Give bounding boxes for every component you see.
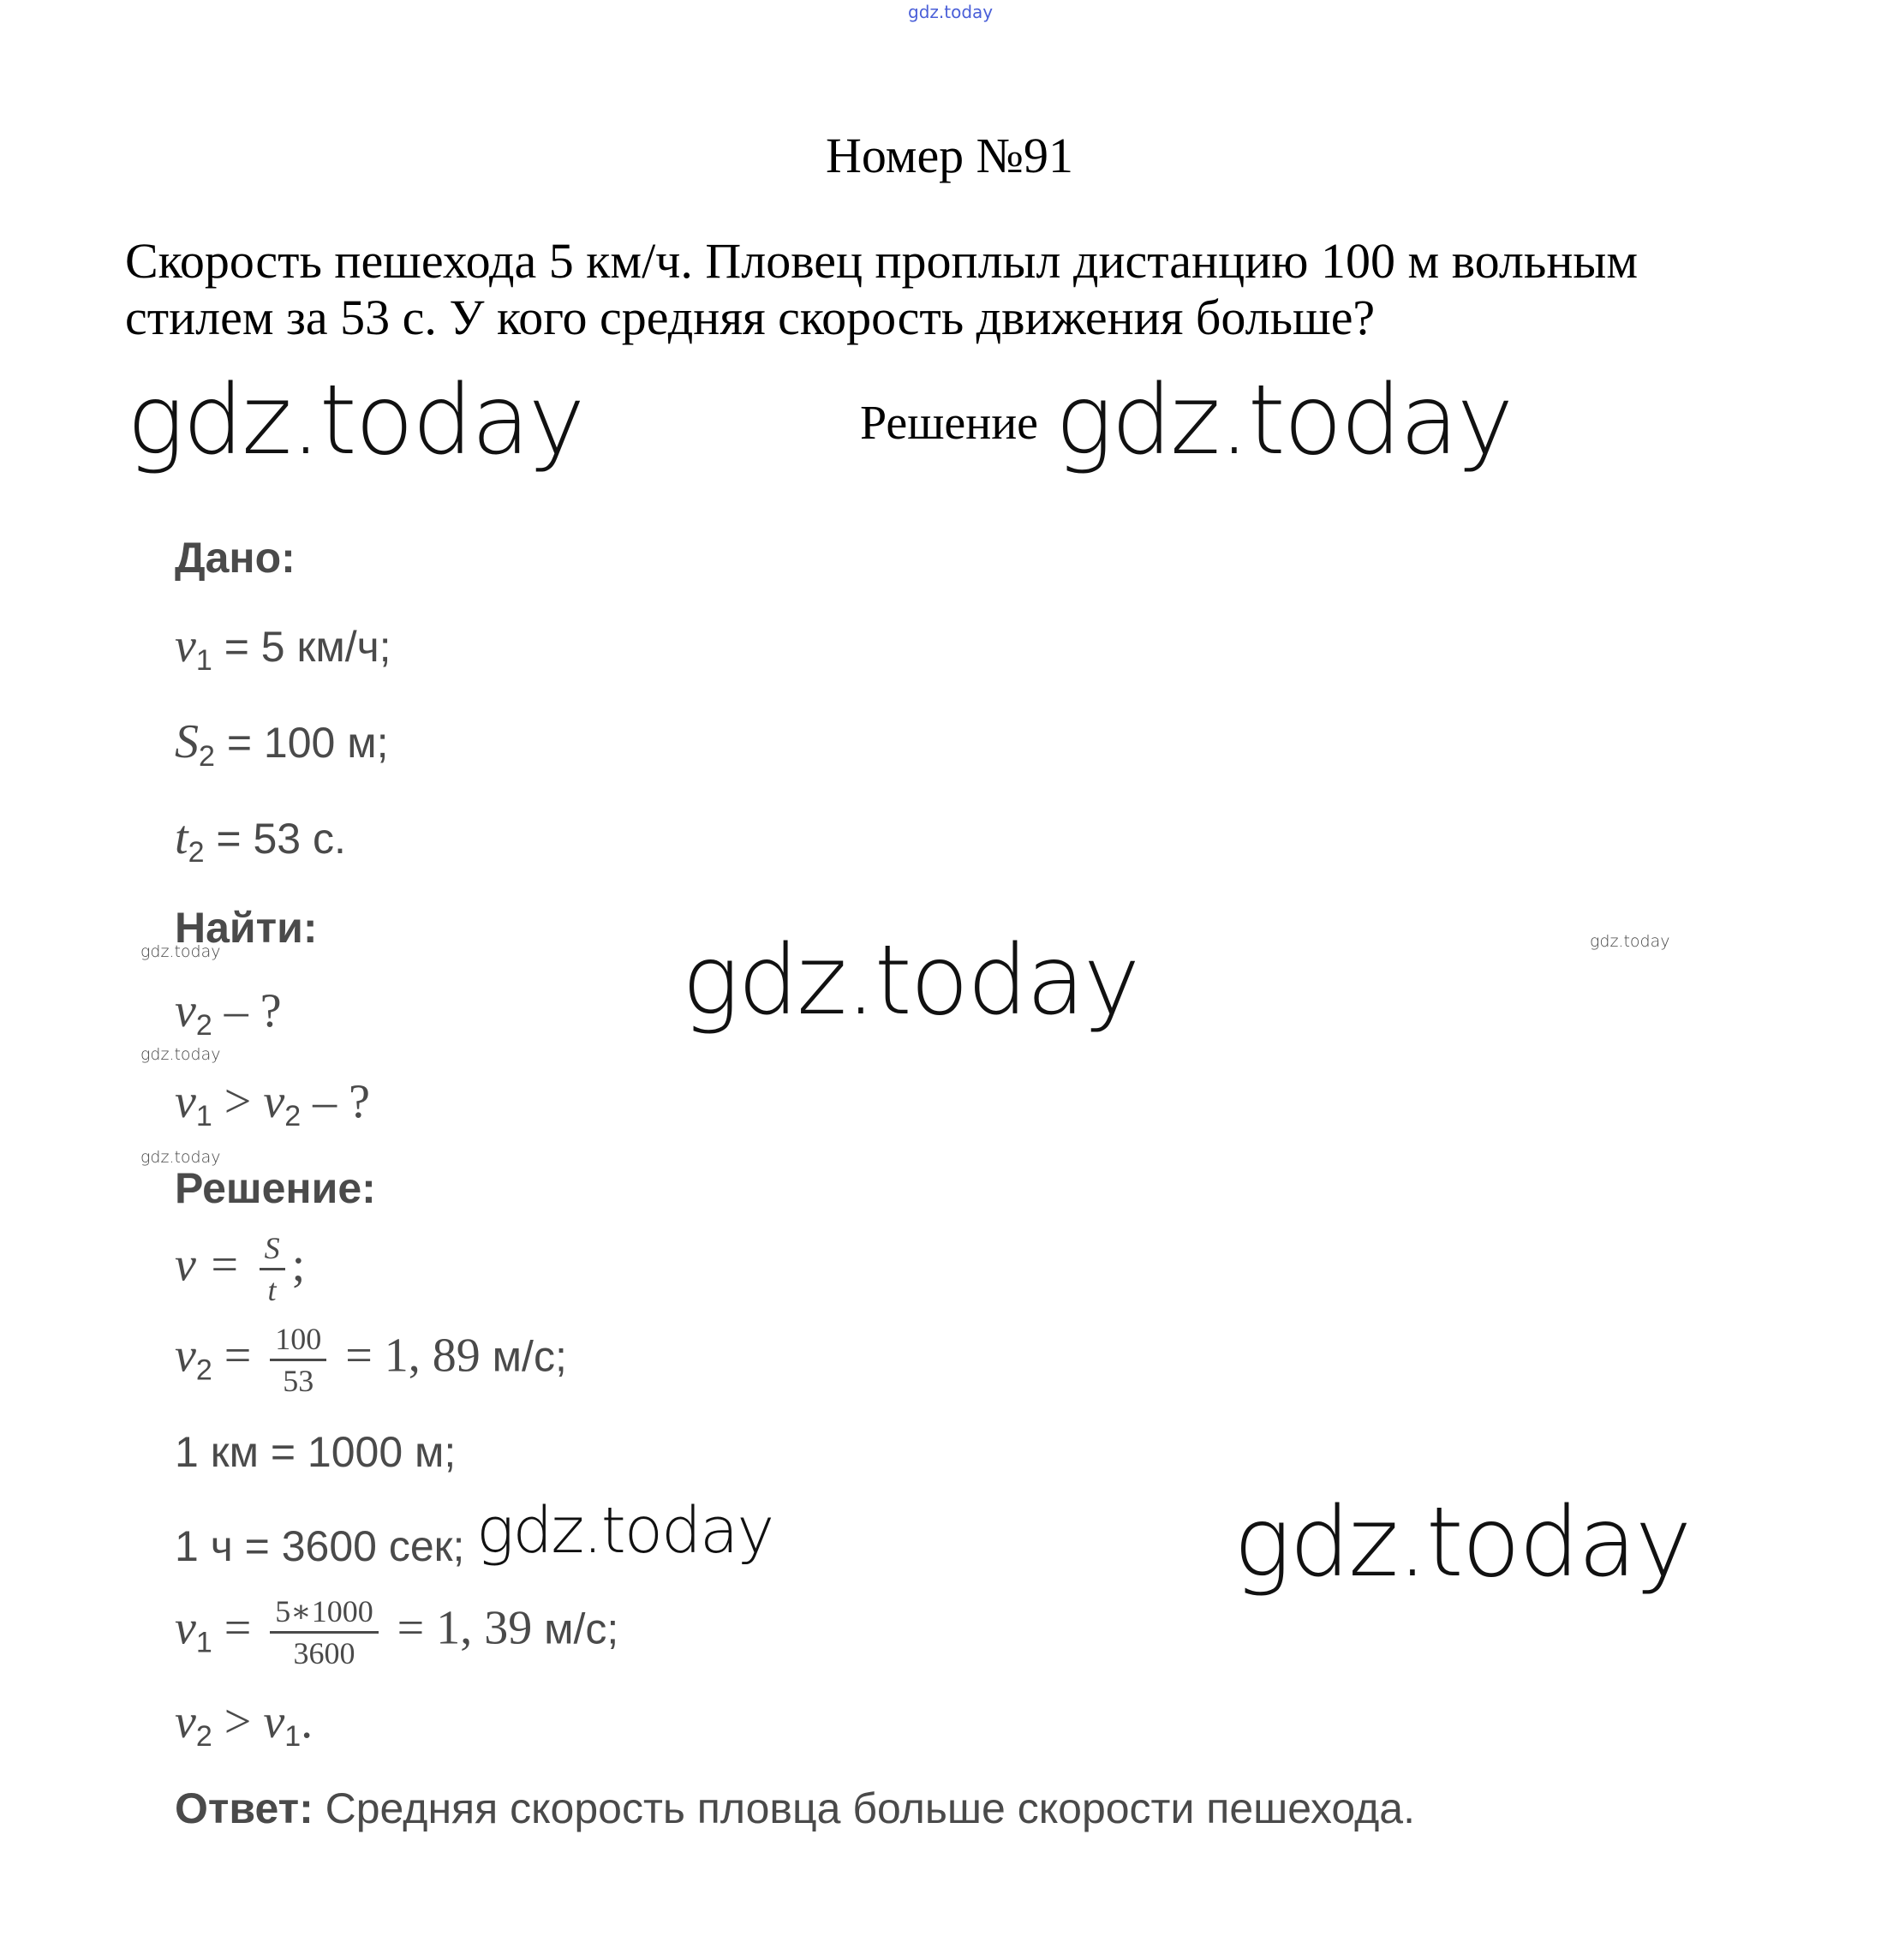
reshenie-header: Решение (860, 397, 1039, 450)
watermark-2: gdz.today (1055, 365, 1513, 476)
watermark-5: gdz.today (1233, 1487, 1691, 1598)
top-watermark: gdz.today (908, 2, 994, 22)
page-title: Номер №91 (825, 128, 1074, 183)
given-s2: $S_2 = 100$ м; (175, 715, 389, 773)
problem-statement: Скорость пешехода 5 км/ч. Пловец проплыл дистанцию 100 м вольным стилем за 53 с. У кого средняя скорость движения больше? (125, 233, 1639, 345)
watermark-small-2: gdz.today (1590, 932, 1670, 951)
find-v2: $v_2$ – ? (175, 984, 282, 1042)
km-conversion: 1 км = 1000 м; (175, 1428, 457, 1476)
watermark-3: gdz.today (682, 925, 1139, 1037)
reshenie-label: Решение: (175, 1164, 376, 1212)
watermark-small-3: gdz.today (140, 1045, 221, 1064)
calc-v1: $v_1$ = $\frac{5∗1000}{3600}$ = 1, 39 м/с; (175, 1594, 619, 1670)
formula-v: v = $\frac{S}{t}$ ; (175, 1231, 306, 1307)
watermark-small-4: gdz.today (140, 1148, 221, 1167)
compare-result: $v_2 > v_1$. (175, 1695, 314, 1753)
answer-text: Средняя скорость пловца больше скорости пешехода. (313, 1784, 1416, 1832)
watermark-small-1: gdz.today (140, 942, 221, 961)
hour-conversion: 1 ч = 3600 сек; (175, 1522, 465, 1570)
given-t2: $t_2 = 53$ с. (175, 811, 346, 869)
answer (175, 1784, 1415, 1833)
given-v1: $v_1 = 5$ км/ч; (175, 619, 391, 677)
answer-label: Ответ: (175, 1784, 314, 1832)
watermark-1: gdz.today (127, 365, 584, 476)
dano-label: Дано: (175, 534, 296, 582)
naiti-label: Найти: (175, 904, 318, 952)
calc-v2: $v_2$ = $\frac{100}{53}$ = 1, 89 м/с; (175, 1322, 567, 1398)
watermark-4: gdz.today (476, 1494, 773, 1568)
find-compare: $v_1 > v_2$ – ? (175, 1075, 371, 1132)
